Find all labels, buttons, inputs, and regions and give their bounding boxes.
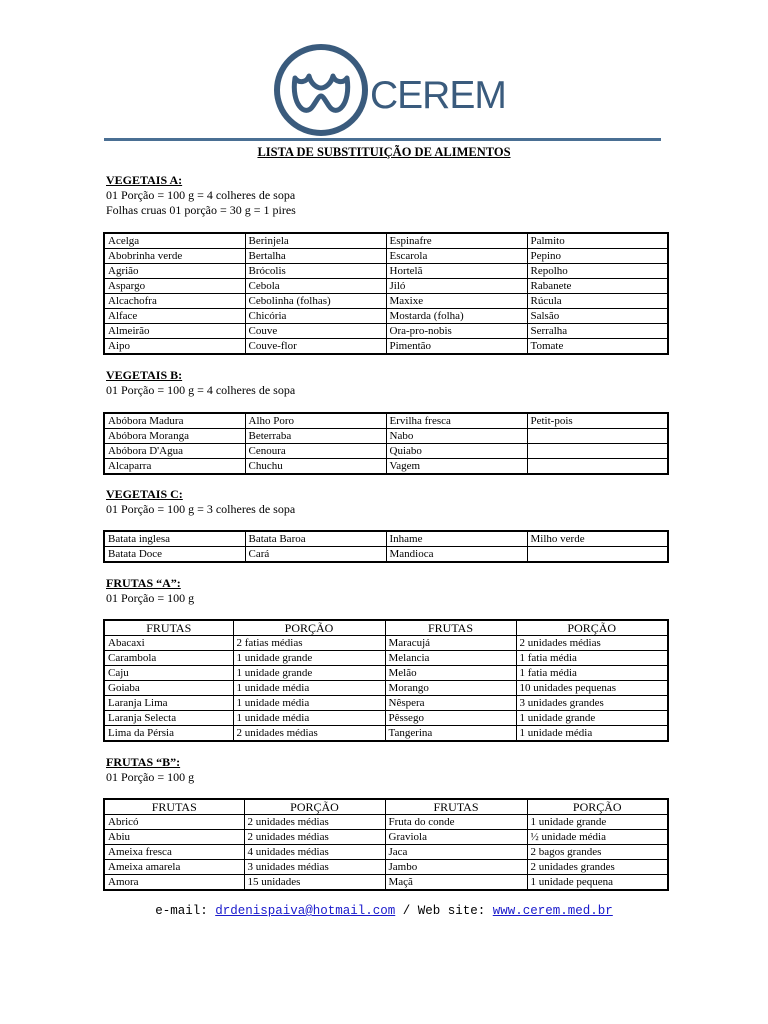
table-cell: Graviola (385, 830, 527, 845)
table-cell: Abobrinha verde (104, 249, 245, 264)
table-cell: Salsão (527, 309, 668, 324)
table-cell: Amora (104, 875, 244, 891)
portion-line: 01 Porção = 100 g = 4 colheres de sopa (106, 383, 296, 397)
table-cell: 1 fatia média (516, 651, 668, 666)
table-cell: 1 unidade grande (233, 666, 385, 681)
section-heading: VEGETAIS B: (106, 368, 183, 382)
table-cell: Mandioca (386, 547, 527, 563)
table-cell: 2 bagos grandes (527, 845, 668, 860)
table-cell: Ameixa fresca (104, 845, 244, 860)
table-cell: Morango (385, 681, 516, 696)
table-cell: Aspargo (104, 279, 245, 294)
table-cell: 2 unidades médias (244, 815, 385, 830)
table-row (104, 309, 668, 324)
table-cell: Petit-pois (527, 413, 668, 429)
table-cell: Jaca (385, 845, 527, 860)
table-vegetais-c (103, 530, 669, 563)
table-cell: 2 unidades médias (233, 726, 385, 742)
column-header: FRUTAS (104, 620, 233, 636)
table-cell: Pimentão (386, 339, 527, 355)
table-frutas-b (103, 798, 669, 891)
column-header: PORÇÃO (244, 799, 385, 815)
table-cell: Abóbora Madura (104, 413, 245, 429)
table-cell: Vagem (386, 459, 527, 475)
table-cell: Pêssego (385, 711, 516, 726)
table-header-row (104, 799, 668, 815)
table-row (104, 249, 668, 264)
portion-line: Folhas cruas 01 porção = 30 g = 1 pires (106, 203, 296, 217)
website-label: / Web site: (395, 904, 493, 918)
table-row (104, 531, 668, 547)
table-cell: Cebola (245, 279, 386, 294)
table-cell: Batata inglesa (104, 531, 245, 547)
table-cell: Maxixe (386, 294, 527, 309)
portion-line: 01 Porção = 100 g = 4 colheres de sopa (106, 188, 296, 202)
table-cell (527, 444, 668, 459)
table-cell: Aipo (104, 339, 245, 355)
table-cell: Abacaxi (104, 636, 233, 651)
table-cell: 10 unidades pequenas (516, 681, 668, 696)
table-cell: 1 fatia média (516, 666, 668, 681)
table-cell: 3 unidades grandes (516, 696, 668, 711)
table-row (104, 279, 668, 294)
portion-line: 01 Porção = 100 g = 3 colheres de sopa (106, 502, 296, 516)
table-cell: Cará (245, 547, 386, 563)
table-cell: Acelga (104, 233, 245, 249)
table-cell: Beterraba (245, 429, 386, 444)
table-cell: Berinjela (245, 233, 386, 249)
section-heading: VEGETAIS A: (106, 173, 183, 187)
table-cell: Maracujá (385, 636, 516, 651)
table-row (104, 875, 668, 891)
table-row (104, 860, 668, 875)
table-row (104, 666, 668, 681)
table-cell: 2 unidades médias (244, 830, 385, 845)
table-cell: 1 unidade grande (233, 651, 385, 666)
table-cell: Ora-pro-nobis (386, 324, 527, 339)
table-cell: Abóbora Moranga (104, 429, 245, 444)
table-row (104, 413, 668, 429)
table-cell: Couve-flor (245, 339, 386, 355)
table-cell: 1 unidade pequena (527, 875, 668, 891)
table-row (104, 324, 668, 339)
table-cell: Caju (104, 666, 233, 681)
table-cell: Fruta do conde (385, 815, 527, 830)
table-cell: Tomate (527, 339, 668, 355)
table-cell: Quiabo (386, 444, 527, 459)
table-cell: 1 unidade média (516, 726, 668, 742)
table-row (104, 651, 668, 666)
table-cell: Brócolis (245, 264, 386, 279)
cerem-logo-icon (273, 44, 373, 136)
table-cell: ½ unidade média (527, 830, 668, 845)
table-cell: Espinafre (386, 233, 527, 249)
table-cell: Chuchu (245, 459, 386, 475)
portion-line: 01 Porção = 100 g (106, 591, 195, 605)
table-cell: 1 unidade grande (516, 711, 668, 726)
table-row (104, 711, 668, 726)
table-cell: Alcaparra (104, 459, 245, 475)
table-cell: Milho verde (527, 531, 668, 547)
table-row (104, 459, 668, 475)
section-heading: FRUTAS “A”: (106, 576, 181, 590)
table-row (104, 845, 668, 860)
table-header-row (104, 620, 668, 636)
table-cell: Maçã (385, 875, 527, 891)
table-row (104, 815, 668, 830)
table-row (104, 696, 668, 711)
column-header: FRUTAS (385, 799, 527, 815)
table-row (104, 264, 668, 279)
email-link[interactable]: drdenispaiva@hotmail.com (215, 904, 396, 918)
table-cell: 1 unidade média (233, 681, 385, 696)
table-cell: Escarola (386, 249, 527, 264)
table-cell: Agrião (104, 264, 245, 279)
table-cell: Cenoura (245, 444, 386, 459)
table-vegetais-a (103, 232, 669, 355)
table-cell: Batata Baroa (245, 531, 386, 547)
table-cell (527, 429, 668, 444)
column-header: PORÇÃO (233, 620, 385, 636)
table-cell: Rabanete (527, 279, 668, 294)
table-cell: Jiló (386, 279, 527, 294)
table-cell: Hortelã (386, 264, 527, 279)
section-heading: VEGETAIS C: (106, 487, 183, 501)
table-cell: Chicória (245, 309, 386, 324)
table-cell (527, 459, 668, 475)
table-row (104, 830, 668, 845)
section-frutas-a (106, 576, 194, 606)
table-cell: Abóbora D'Agua (104, 444, 245, 459)
table-cell: 2 unidades médias (516, 636, 668, 651)
table-cell: Alface (104, 309, 245, 324)
footer-contact (0, 904, 768, 918)
table-row (104, 681, 668, 696)
table-cell: Abricó (104, 815, 244, 830)
table-cell: Jambo (385, 860, 527, 875)
table-cell: 2 fatias médias (233, 636, 385, 651)
table-cell: Abiu (104, 830, 244, 845)
table-cell: Melão (385, 666, 516, 681)
table-row (104, 636, 668, 651)
table-cell: 1 unidade grande (527, 815, 668, 830)
section-vegetais-b (106, 368, 295, 398)
table-cell (527, 547, 668, 563)
table-row (104, 547, 668, 563)
table-cell: Laranja Lima (104, 696, 233, 711)
table-cell: Carambola (104, 651, 233, 666)
table-cell: Bertalha (245, 249, 386, 264)
table-cell: 3 unidades médias (244, 860, 385, 875)
column-header: FRUTAS (104, 799, 244, 815)
portion-line: 01 Porção = 100 g (106, 770, 195, 784)
section-heading: FRUTAS “B”: (106, 755, 181, 769)
document-title: LISTA DE SUBSTITUIÇÃO DE ALIMENTOS (257, 145, 511, 159)
column-header: PORÇÃO (527, 799, 668, 815)
table-cell: Alho Poro (245, 413, 386, 429)
table-cell: Lima da Pérsia (104, 726, 233, 742)
table-row (104, 429, 668, 444)
table-cell: 1 unidade média (233, 711, 385, 726)
table-cell: Almeirão (104, 324, 245, 339)
table-cell: Batata Doce (104, 547, 245, 563)
table-cell: Serralha (527, 324, 668, 339)
table-cell: Laranja Selecta (104, 711, 233, 726)
table-cell: Nabo (386, 429, 527, 444)
email-label: e-mail: (155, 904, 216, 918)
table-cell: Ameixa amarela (104, 860, 244, 875)
table-cell: Ervilha fresca (386, 413, 527, 429)
section-frutas-b (106, 755, 194, 785)
table-row (104, 339, 668, 355)
table-cell: 2 unidades grandes (527, 860, 668, 875)
website-link[interactable]: www.cerem.med.br (492, 904, 613, 918)
column-header: PORÇÃO (516, 620, 668, 636)
table-row (104, 444, 668, 459)
table-cell: Melancia (385, 651, 516, 666)
table-row (104, 294, 668, 309)
table-cell: Inhame (386, 531, 527, 547)
table-cell: Rúcula (527, 294, 668, 309)
table-cell: Cebolinha (folhas) (245, 294, 386, 309)
logo-wordmark: CEREM (370, 74, 506, 117)
column-header: FRUTAS (385, 620, 516, 636)
table-cell: Nêspera (385, 696, 516, 711)
table-vegetais-b (103, 412, 669, 475)
table-row (104, 726, 668, 742)
table-cell: Goiaba (104, 681, 233, 696)
table-cell: 1 unidade média (233, 696, 385, 711)
table-cell: Tangerina (385, 726, 516, 742)
table-cell: Repolho (527, 264, 668, 279)
header-divider (104, 138, 661, 141)
table-cell: 4 unidades médias (244, 845, 385, 860)
table-row (104, 233, 668, 249)
table-cell: 15 unidades (244, 875, 385, 891)
table-frutas-a (103, 619, 669, 742)
table-cell: Palmito (527, 233, 668, 249)
table-cell: Alcachofra (104, 294, 245, 309)
table-cell: Mostarda (folha) (386, 309, 527, 324)
section-vegetais-a (106, 173, 296, 218)
table-cell: Pepino (527, 249, 668, 264)
table-cell: Couve (245, 324, 386, 339)
cerem-logo (273, 44, 506, 136)
section-vegetais-c (106, 487, 295, 517)
